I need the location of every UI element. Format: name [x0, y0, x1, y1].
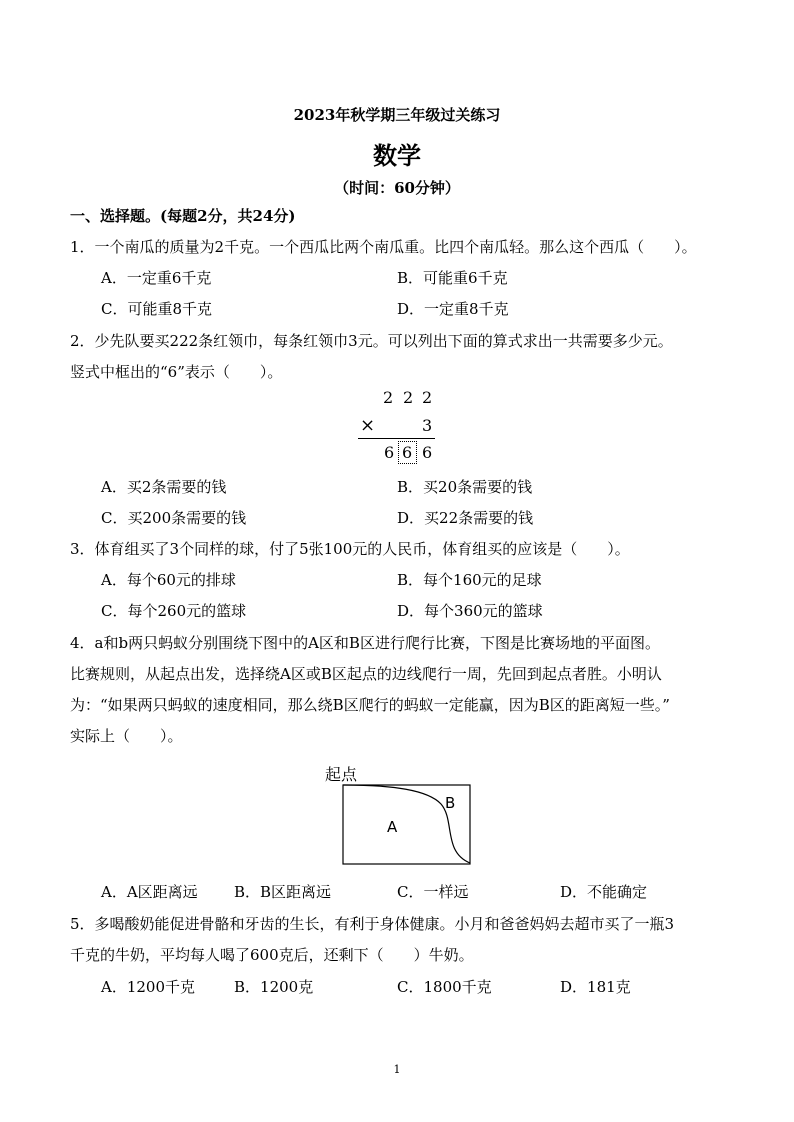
section-heading: 一、选择题。(每题2分，共24分)	[70, 207, 296, 225]
vertical-multiplication	[350, 385, 450, 470]
question-3-option-c: C．每个260元的篮球	[101, 602, 247, 620]
race-track-figure	[323, 762, 478, 867]
question-5-stem-line-1: 5．多喝酸奶能促进骨骼和牙齿的生长，有利于身体健康。小月和爸爸妈妈去超市买了一瓶3	[70, 915, 675, 933]
product-digit: 6	[384, 443, 395, 462]
multiplicand-digit: 2	[383, 388, 394, 407]
question-2-option-a: A．买2条需要的钱	[101, 478, 227, 496]
question-1-option-c: C．可能重8千克	[101, 300, 213, 318]
question-1-option-d: D．一定重8千克	[397, 300, 509, 318]
question-5-stem-line-2: 千克的牛奶，平均每人喝了600克后，还剩下（ ）牛奶。	[70, 946, 474, 964]
multiplicand-digit: 2	[422, 388, 433, 407]
region-b-label: B	[445, 794, 456, 812]
question-4-option-d: D．不能确定	[560, 883, 648, 901]
multiplier-digit: 3	[422, 416, 433, 435]
time-limit: （时间：60分钟）	[334, 179, 460, 197]
question-5-option-a: A．1200千克	[101, 978, 196, 996]
question-3-option-b: B．每个160元的足球	[397, 571, 542, 589]
question-4-stem-line-3: 为：“如果两只蚂蚁的速度相同，那么绕B区爬行的蚂蚁一定能赢，因为B区的距离短一些。”	[70, 696, 670, 714]
question-1-option-b: B．可能重6千克	[397, 269, 508, 287]
question-2-option-d: D．买22条需要的钱	[397, 509, 534, 527]
question-1-stem: 1．一个南瓜的质量为2千克。一个西瓜比两个南瓜重。比四个南瓜轻。那么这个西瓜（ ）。	[70, 238, 697, 256]
question-2-option-b: B．买20条需要的钱	[397, 478, 533, 496]
question-4-option-a: A．A区距离远	[101, 883, 198, 901]
question-2-option-c: C．买200条需要的钱	[101, 509, 247, 527]
question-5-option-c: C．1800千克	[397, 978, 492, 996]
question-4-stem-line-1: 4．a和b两只蚂蚁分别围绕下图中的A区和B区进行爬行比赛，下图是比赛场地的平面图。	[70, 634, 660, 652]
region-a-label: A	[387, 818, 398, 836]
multiply-sign: ×	[360, 415, 376, 436]
track-diagram	[323, 762, 478, 867]
question-3-stem: 3．体育组买了3个同样的球，付了5张100元的人民币，体育组买的应该是（ ）。	[70, 540, 630, 558]
subject-title: 数学	[373, 141, 421, 170]
question-3-option-a: A．每个60元的排球	[101, 571, 236, 589]
question-4-stem-line-4: 实际上（ ）。	[70, 727, 183, 745]
question-4-option-c: C．一样远	[397, 883, 469, 901]
calc-underline	[358, 438, 435, 439]
question-4-option-b: B．B区距离远	[234, 883, 332, 901]
question-1-option-a: A．一定重6千克	[101, 269, 212, 287]
multiplicand-digit: 2	[403, 388, 414, 407]
page-number: 1	[393, 1063, 401, 1076]
product-digit-highlighted: 6	[402, 443, 413, 462]
start-point-label: 起点	[325, 765, 358, 784]
product-digit: 6	[422, 443, 433, 462]
exam-title: 2023年秋学期三年级过关练习	[293, 106, 501, 124]
question-5-option-d: D．181克	[560, 978, 631, 996]
question-3-option-d: D．每个360元的篮球	[397, 602, 543, 620]
question-2-stem-line-1: 2．少先队要买222条红领巾，每条红领巾3元。可以列出下面的算式求出一共需要多少元。	[70, 332, 673, 350]
question-2-stem-line-2: 竖式中框出的“6”表示（ ）。	[70, 363, 283, 381]
question-4-stem-line-2: 比赛规则，从起点出发，选择绕A区或B区起点的边线爬行一周，先回到起点者胜。小明认	[70, 665, 662, 683]
question-5-option-b: B．1200克	[234, 978, 314, 996]
